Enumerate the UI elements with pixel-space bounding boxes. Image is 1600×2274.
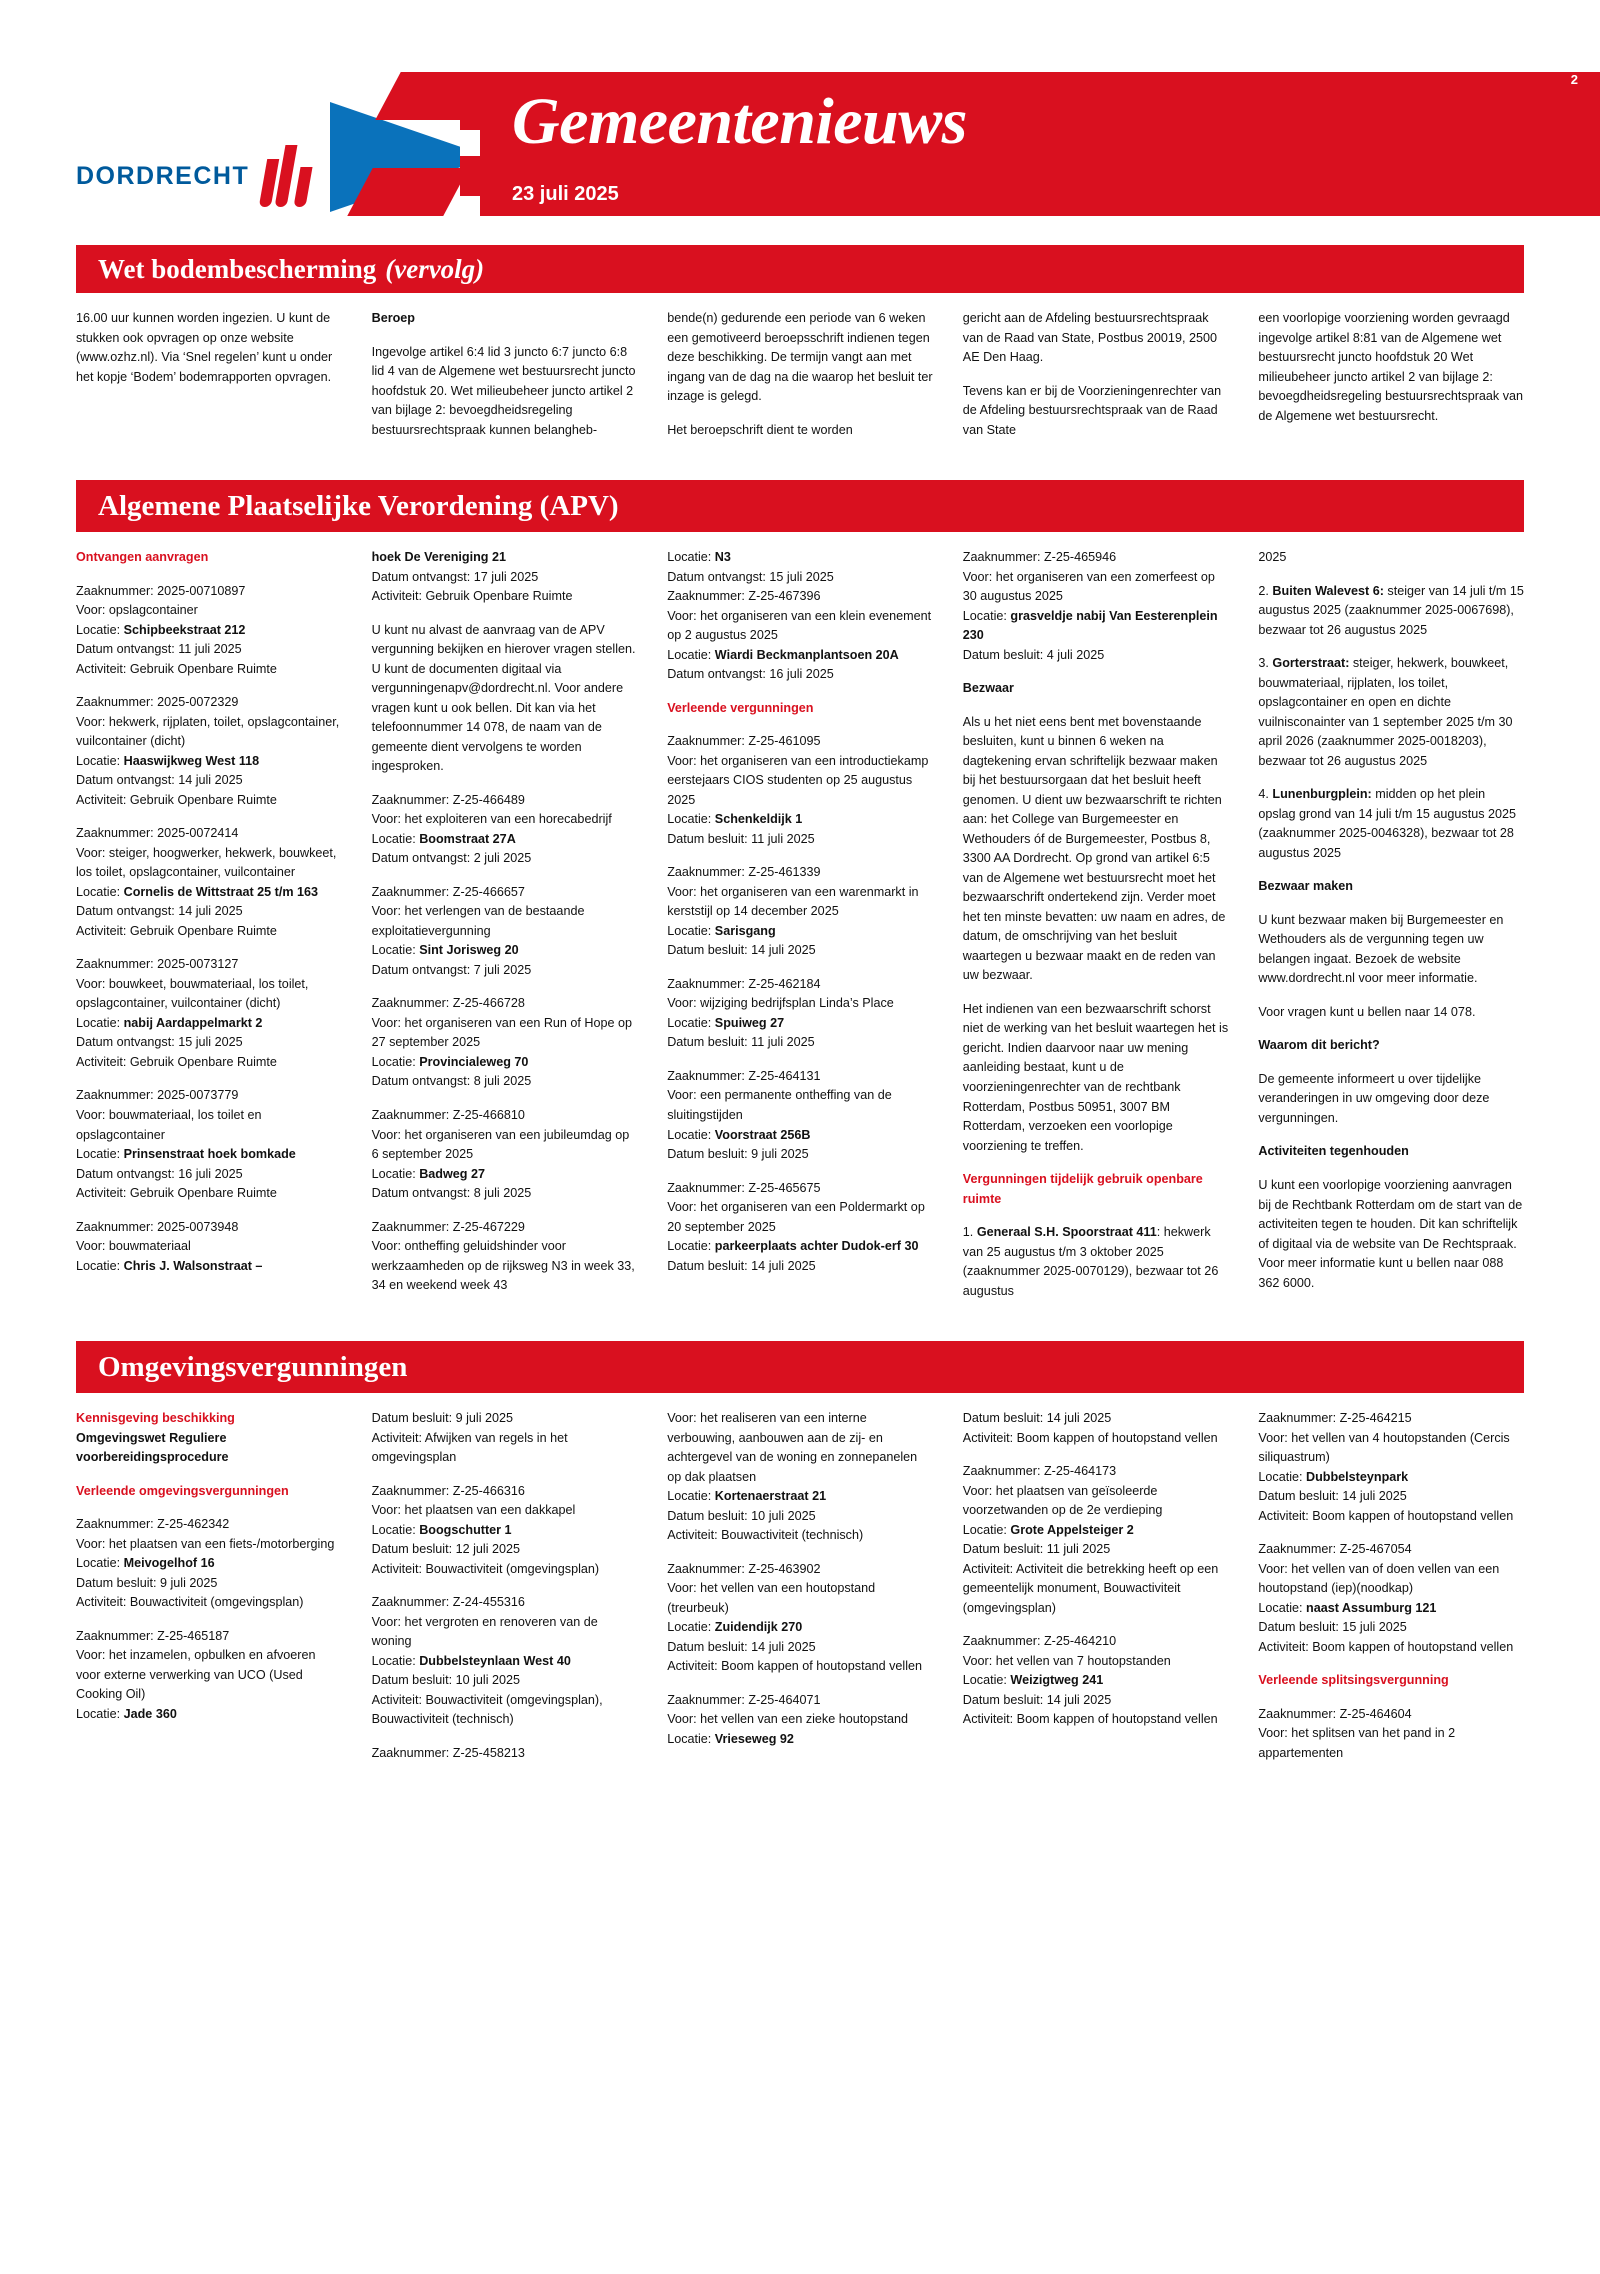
omgeving-column (1258, 1409, 1524, 1777)
omgeving-subheading: Omgevingswet Reguliere voorbereidingsprocedure (76, 1430, 229, 1465)
apv-entry: hoek De Vereniging 21 Datum ontvangst: 17 juli 2025 Activiteit: Gebruik Openbare Ruimte (371, 550, 573, 604)
omgeving-entry: Zaaknummer: Z-25-464210 Voor: het vellen van 7 houtopstanden Locatie: Weizigtweg 241 Datum besluit: 14 juli 2025 Activiteit: Boom kappen of houtopstand vellen (962, 1634, 1218, 1727)
section-header-apv (76, 480, 1524, 532)
bodem-column (1258, 309, 1524, 454)
omgevingsvergunningen-columns (76, 1393, 1524, 1803)
apv-column (963, 548, 1229, 1315)
bodem-paragraph: 16.00 uur kunnen worden ingezien. U kunt de stukken ook opvragen op onze website (www.ozhz.nl). Via ‘Snel regelen’ kunt u onder het kopje ‘Bodem’ bodemrapporten opvragen. (76, 311, 333, 384)
section-title-omgevingsvergunningen: Omgevingsvergunningen (98, 1350, 408, 1383)
omgeving-column (372, 1409, 638, 1777)
section-suffix-bodembescherming: (vervolg) (385, 253, 485, 284)
apv-entry: Zaaknummer: Z-25-461095 Voor: het organiseren van een introductiekamp eerstejaars CIOS studenten op 25 augustus 2025 Locatie: Schenkeldijk 1 Datum besluit: 11 juli 2025 (667, 734, 929, 846)
apv-paragraph: U kunt bezwaar maken bij Burgemeester en Wethouders als de vergunning tegen uw belangen ingaat. Bezoek de website www.dordrecht.nl voor meer informatie. (1258, 912, 1504, 986)
page-title: Gemeentenieuws (512, 85, 967, 158)
dordrecht-emblem-icon (263, 145, 311, 207)
omgeving-column (667, 1409, 933, 1777)
apv-paragraph: U kunt nu alvast de aanvraag van de APV vergunning bekijken en hierover vragen stellen. U kunt de documenten digitaal via vergunningenapv@dordrecht.nl. Voor andere vragen kunt u ook bellen. Dit kan via het telefoonnummer 14 078, de naam van de gemeente dient vervolgens te worden ingesproken. (371, 622, 636, 774)
apv-subheading: Bezwaar (962, 681, 1014, 696)
apv-subheading: Verleende vergunningen (667, 700, 814, 715)
apv-entry: Zaaknummer: 2025-0072329 Voor: hekwerk, rijplaten, toilet, opslagcontainer, vuilcontainer (dicht) Locatie: Haaswijkweg West 118 Datum ontvangst: 14 juli 2025 Activiteit: Gebruik Openbare Ruimte (76, 695, 340, 807)
logo-text: DORDRECHT (76, 161, 250, 190)
apv-entry: Zaaknummer: Z-25-461339 Voor: het organiseren van een warenmarkt in kerststijl op 14 december 2025 Locatie: Sarisgang Datum besluit: 14 juli 2025 (667, 865, 919, 958)
omgeving-entry: Zaaknummer: Z-25-464604 Voor: het splitsen van het pand in 2 appartementen (1258, 1706, 1456, 1760)
omgeving-entry: Datum besluit: 9 juli 2025 Activiteit: Afwijken van regels in het omgevingsplan (371, 1411, 568, 1465)
bodem-paragraph: bende(n) gedurende een periode van 6 weken een gemotiveerd beroepsschrift indienen tegen deze beschikking. De termijn vangt aan met ingang van de dag na die waarop het besluit ter inzage is gelegd. (667, 311, 933, 404)
bodem-paragraph: Het beroepschrift dient te worden (667, 422, 853, 437)
apv-entry: Locatie: N3 Datum ontvangst: 15 juli 2025 Zaaknummer: Z-25-467396 Voor: het organiseren van een klein evenement op 2 augustus 2025 Locatie: Wiardi Beckmanplantsoen 20A Datum ontvangst: 16 juli 2025 (667, 550, 932, 682)
omgeving-entry: Zaaknummer: Z-25-464071 Voor: het vellen van een zieke houtopstand Locatie: Vrieseweg 92 (667, 1692, 909, 1746)
apv-entry: Zaaknummer: Z-25-466489 Voor: het exploiteren van een horecabedrijf Locatie: Boomstraat 27A Datum ontvangst: 2 juli 2025 (371, 792, 612, 866)
omgeving-entry: Zaaknummer: Z-25-462342 Voor: het plaatsen van een fiets-/motorberging Locatie: Meivogelhof 16 Datum besluit: 9 juli 2025 Activiteit: Bouwactiviteit (omgevingsplan) (76, 1517, 335, 1610)
apv-paragraph: Voor vragen kunt u bellen naar 14 078. (1258, 1004, 1476, 1019)
apv-entry: Zaaknummer: Z-25-465946 Voor: het organiseren van een zomerfeest op 30 augustus 2025 Locatie: grasveldje nabij Van Eesterenplein 230 Datum besluit: 4 juli 2025 (962, 550, 1218, 662)
apv-column (1258, 548, 1524, 1315)
bodem-column (667, 309, 933, 454)
apv-entry: 3. Gorterstraat: steiger, hekwerk, bouwkeet, bouwmateriaal, rijplaten, los toilet, opslagcontainer en open en dichte vuilnisconainter van 1 september 2025 t/m 30 april 2026 (zaaknummer 2025-0018203), bezwaar tot 26 augustus 2025 (1258, 656, 1513, 768)
omgeving-entry: Zaaknummer: Z-25-466316 Voor: het plaatsen van een dakkapel Locatie: Boogschutter 1 Datum besluit: 12 juli 2025 Activiteit: Bouwactiviteit (omgevingsplan) (371, 1483, 600, 1576)
apv-entry: Zaaknummer: 2025-00710897 Voor: opslagcontainer Locatie: Schipbeekstraat 212 Datum ontvangst: 11 juli 2025 Activiteit: Gebruik Openbare Ruimte (76, 583, 277, 676)
issue-date: 23 juli 2025 (480, 172, 1600, 216)
bodem-column (372, 309, 638, 454)
apv-entry: Zaaknummer: Z-25-467229 Voor: ontheffing geluidshinder voor werkzaamheden op de rijksweg N3 in week 33, 34 en weekend week 43 (371, 1219, 635, 1293)
apv-paragraph: Als u het niet eens bent met bovenstaande besluiten, kunt u binnen 6 weken na dagtekening ervan schriftelijk bezwaar maken bij het bestuursorgaan dat het besluit heeft genomen. U dient uw bezwaarschrift te richten aan: het College van Burgemeester en Wethouders óf de Burgemeester, Postbus 8, 3300 AA Dordrecht. Op grond van artikel 6:5 van de Algemene wet bestuursrecht moet het bezwaarschrift ondertekend zijn. Verder moet het ten minste bevatten: uw naam en adres, de datum, de omschrijving van het besluit waartegen u bezwaar maakt en de reden van uw bezwaar. (962, 714, 1226, 983)
omgeving-entry: Datum besluit: 14 juli 2025 Activiteit: Boom kappen of houtopstand vellen (962, 1411, 1218, 1445)
apv-entry: Zaaknummer: Z-25-466728 Voor: het organiseren van een Run of Hope op 27 september 2025 Locatie: Provincialeweg 70 Datum ontvangst: 8 juli 2025 (371, 996, 633, 1089)
bodem-paragraph: gericht aan de Afdeling bestuursrechtspraak van de Raad van State, Postbus 20019, 2500 AE Den Haag. (962, 311, 1217, 365)
apv-entry: 2. Buiten Walevest 6: steiger van 14 juli t/m 15 augustus 2025 (zaaknummer 2025-0067698), bezwaar tot 26 augustus 2025 (1258, 583, 1524, 637)
apv-entry: Zaaknummer: Z-25-466657 Voor: het verlengen van de bestaande exploitatievergunning Locatie: Sint Jorisweg 20 Datum ontvangst: 7 juli 2025 (371, 884, 585, 977)
section-header-bodembescherming (76, 245, 1524, 293)
section-title-apv: Algemene Plaatselijke Verordening (APV) (98, 489, 619, 522)
omgeving-entry: Zaaknummer: Z-25-463902 Voor: het vellen van een houtopstand (treurbeuk) Locatie: Zuidendijk 270 Datum besluit: 14 juli 2025 Activiteit: Boom kappen of houtopstand vellen (667, 1561, 923, 1674)
omgeving-entry: Zaaknummer: Z-24-455316 Voor: het vergroten en renoveren van de woning Locatie: Dubbelsteynlaan West 40 Datum besluit: 10 juli 2025 Activiteit: Bouwactiviteit (omgevingsplan), Bouwactiviteit (technisch) (371, 1595, 603, 1727)
omgeving-column (76, 1409, 342, 1777)
apv-entry: Zaaknummer: Z-25-462184 Voor: wijziging bedrijfsplan Linda’s Place Locatie: Spuiweg 27 Datum besluit: 11 juli 2025 (667, 976, 894, 1050)
bodem-paragraph: Tevens kan er bij de Voorzieningenrechter van de Afdeling bestuursrechtspraak van de Raad van State (962, 383, 1222, 437)
omgeving-subheading: Kennisgeving beschikking (76, 1411, 235, 1426)
apv-entry: 2025 (1258, 550, 1287, 565)
omgeving-entry: Zaaknummer: Z-25-465187 Voor: het inzamelen, opbulken en afvoeren voor externe verwerking van UCO (Used Cooking Oil) Locatie: Jade 360 (76, 1628, 316, 1721)
apv-entry: Zaaknummer: Z-25-466810 Voor: het organiseren van een jubileumdag op 6 september 2025 Locatie: Badweg 27 Datum ontvangst: 8 juli 2025 (371, 1107, 630, 1201)
masthead (0, 0, 1600, 245)
bodem-paragraph: Ingevolge artikel 6:4 lid 3 juncto 6:7 juncto 6:8 lid 4 van de Algemene wet bestuursrecht juncto hoofdstuk 20. Wet milieubeheer juncto artikel 2 van bijlage 2: bevoegdheidsregeling bestuursrechtspraak kunnen belangheb- (371, 344, 636, 437)
apv-paragraph: De gemeente informeert u over tijdelijke veranderingen in uw omgeving door deze vergunningen. (1258, 1071, 1490, 1125)
apv-subheading: Activiteiten tegenhouden (1258, 1144, 1409, 1159)
apv-subheading: Bezwaar maken (1258, 879, 1353, 894)
apv-columns (76, 532, 1524, 1341)
title-bar (480, 72, 1600, 172)
omgeving-entry: Zaaknummer: Z-25-467054 Voor: het vellen van of doen vellen van een houtopstand (iep)(noodkap) Locatie: naast Assumburg 121 Datum besluit: 15 juli 2025 Activiteit: Boom kappen of houtopstand vellen (1258, 1542, 1514, 1654)
apv-subheading: Vergunningen tijdelijk gebruik openbare ruimte (962, 1172, 1203, 1206)
apv-entry: Zaaknummer: Z-25-465675 Voor: het organiseren van een Poldermarkt op 20 september 2025 Locatie: parkeerplaats achter Dudok-erf 30 Datum besluit: 14 juli 2025 (667, 1180, 925, 1273)
bodem-column (76, 309, 342, 454)
omgeving-entry: Zaaknummer: Z-25-458213 (371, 1745, 525, 1760)
apv-entry: Zaaknummer: 2025-0073127 Voor: bouwkeet, bouwmateriaal, los toilet, opslagcontainer, vuilcontainer (dicht) Locatie: nabij Aardappelmarkt 2 Datum ontvangst: 15 juli 2025 Activiteit: Gebruik Openbare Ruimte (76, 957, 309, 1069)
apv-entry: 4. Lunenburgplein: midden op het plein opslag grond van 14 juli t/m 15 augustus 2025 (zaaknummer 2025-0046328), bezwaar tot 28 augustus 2025 (1258, 787, 1517, 860)
apv-paragraph: U kunt een voorlopige voorziening aanvragen bij de Rechtbank Rotterdam om de start van de activiteiten tegen te houden. Dit kan schriftelijk of digitaal via de website van De Rechtspraak. Voor meer informatie kunt u bellen naar 088 362 6000. (1258, 1177, 1523, 1290)
apv-paragraph: Het indienen van een bezwaarschrift schorst niet de werking van het besluit waartegen het is gericht. Indien daarvoor naar uw mening aanleiding bestaat, kunt u de voorzieningenrechter van de rechtbank Rotterdam, Postbus 50951, 3007 BM Rotterdam, verzoeken een voorlopige voorziening te treffen. (962, 1001, 1229, 1153)
omgeving-column (963, 1409, 1229, 1777)
omgeving-entry: Zaaknummer: Z-25-464173 Voor: het plaatsen van geïsoleerde voorzetwanden op de 2e verdieping Locatie: Grote Appelsteiger 2 Datum besluit: 11 juli 2025 Activiteit: Activiteit die betrekking heeft op een gemeentelijk monument, Bouwactiviteit (omgevingsplan) (962, 1464, 1219, 1615)
omgeving-entry: Voor: het realiseren van een interne verbouwing, aanbouwen aan de zij- en achtergevel van de woning en zonnepanelen op dak plaatsen Locatie: Kortenaerstraat 21 Datum besluit: 10 juli 2025 Activiteit: Bouwactiviteit (technisch) (667, 1411, 918, 1543)
apv-entry: Zaaknummer: Z-25-464131 Voor: een permanente ontheffing van de sluitingstijden Locatie: Voorstraat 256B Datum besluit: 9 juli 2025 (667, 1068, 892, 1162)
apv-entry: Zaaknummer: 2025-0072414 Voor: steiger, hoogwerker, hekwerk, bouwkeet, los toilet, opslagcontainer, vuilcontainer Locatie: Cornelis de Wittstraat 25 t/m 163 Datum ontvangst: 14 juli 2025 Activiteit: Gebruik Openbare Ruimte (76, 826, 337, 938)
bodem-column (963, 309, 1229, 454)
section-title-bodembescherming: Wet bodembescherming (98, 253, 377, 284)
apv-entry: 1. Generaal S.H. Spoorstraat 411: hekwerk van 25 augustus t/m 3 oktober 2025 (zaaknummer 2025-0070129), bezwaar tot 26 augustus (962, 1225, 1219, 1298)
bodem-paragraph: een voorlopige voorziening worden gevraagd ingevolge artikel 8:81 van de Algemene wet bestuursrecht juncto hoofdstuk 20 Wet milieubeheer juncto artikel 2 van bijlage 2: bevoegdheidsregeling bestuursrechtspraak van de Algemene wet bestuursrecht. (1258, 311, 1524, 423)
page-number: 2 (1570, 72, 1578, 87)
apv-entry: Zaaknummer: 2025-0073948 Voor: bouwmateriaal Locatie: Chris J. Walsonstraat – (76, 1219, 263, 1273)
apv-subheading: Ontvangen aanvragen (76, 550, 209, 565)
section-header-omgevingsvergunningen (76, 1341, 1524, 1393)
apv-column (76, 548, 342, 1315)
apv-entry: Zaaknummer: 2025-0073779 Voor: bouwmateriaal, los toilet en opslagcontainer Locatie: Prinsenstraat hoek bomkade Datum ontvangst: 16 juli 2025 Activiteit: Gebruik Openbare Ruimte (76, 1088, 296, 1201)
omgeving-subheading: Verleende splitsingsvergunning (1258, 1673, 1449, 1688)
dordrecht-logo (76, 145, 311, 207)
apv-column (372, 548, 638, 1315)
apv-column (667, 548, 933, 1315)
bodembescherming-columns (76, 293, 1524, 480)
bodem-subheading: Beroep (371, 311, 415, 325)
apv-subheading: Waarom dit bericht? (1258, 1038, 1380, 1053)
omgeving-entry: Zaaknummer: Z-25-464215 Voor: het vellen van 4 houtopstanden (Cercis siliquastrum) Locatie: Dubbelsteynpark Datum besluit: 14 juli 2025 Activiteit: Boom kappen of houtopstand vellen (1258, 1411, 1514, 1523)
omgeving-subheading: Verleende omgevingsvergunningen (76, 1483, 289, 1498)
